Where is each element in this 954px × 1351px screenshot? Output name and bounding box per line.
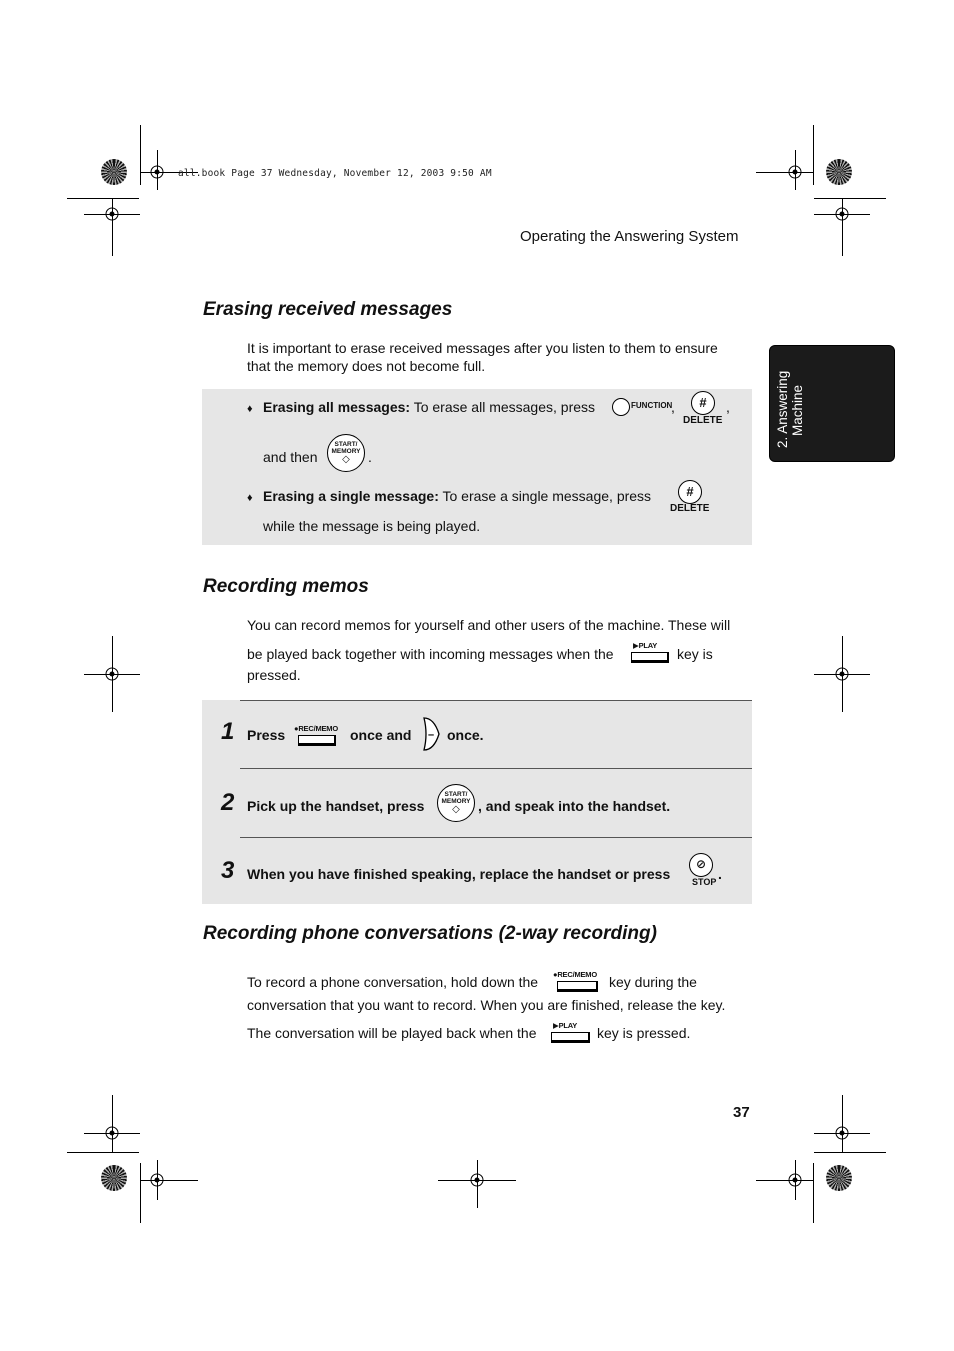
memos-intro-1: You can record memos for yourself and other users of the machine. These will <box>247 617 731 633</box>
function-key-label: FUNCTION <box>631 401 673 410</box>
bullet: ♦ <box>247 492 253 504</box>
section-title-memos: Recording memos <box>203 576 369 597</box>
period: . <box>718 866 722 882</box>
erasing-intro: It is important to erase received messages after you listen to them to ensure that the memory does not become full. <box>247 340 718 374</box>
step-number: 3 <box>221 857 235 884</box>
comma: , <box>726 399 730 415</box>
comma: , <box>671 399 675 415</box>
dash-key-icon <box>420 716 442 752</box>
step-2-text-b: , and speak into the handset. <box>478 798 671 814</box>
memos-intro-2b: key is <box>677 646 713 662</box>
start-symbol-icon: ◇ <box>452 804 460 815</box>
start-memory-key-icon: START/ MEMORY ◇ <box>327 434 365 472</box>
erasing-all-line: Erasing all messages: To erase all messages, press <box>263 399 596 415</box>
step-1-text-c: once. <box>447 727 484 743</box>
step-number: 1 <box>221 718 235 745</box>
erasing-single-line-2: while the message is being played. <box>263 518 481 534</box>
section-title-erasing: Erasing received messages <box>203 299 453 320</box>
step-2-text-a: Pick up the handset, press <box>247 798 425 814</box>
bullet: ♦ <box>247 403 253 415</box>
memos-intro-3: pressed. <box>247 667 301 683</box>
delete-key-icon: # <box>678 480 702 504</box>
divider <box>240 700 752 701</box>
page-number: 37 <box>733 1104 750 1121</box>
step-3-text-a: When you have finished speaking, replace the handset or press <box>247 866 671 882</box>
delete-key-label: DELETE <box>683 415 723 426</box>
conversations-line-3a: The conversation will be played back when the <box>247 1025 537 1041</box>
function-key-icon <box>612 398 630 416</box>
stop-key-icon: ⊘ <box>689 853 713 877</box>
step-1-text-b: once and <box>350 727 412 743</box>
conversations-line-3b: key is pressed. <box>597 1025 691 1041</box>
delete-key-icon: # <box>691 391 715 415</box>
conversations-line-2: conversation that you want to record. When you are finished, release the key. <box>247 997 726 1013</box>
start-symbol-icon: ◇ <box>342 454 350 465</box>
divider <box>240 768 752 769</box>
delete-key-label: DELETE <box>670 503 710 514</box>
start-memory-key-icon: START/ MEMORY ◇ <box>437 784 475 822</box>
erasing-single-line: Erasing a single message: To erase a single message, press <box>263 488 652 504</box>
divider <box>240 837 752 838</box>
file-info-line: all.book Page 37 Wednesday, November 12, 2003 9:50 AM <box>178 168 492 179</box>
conversations-line-1b: key during the <box>609 974 697 990</box>
conversations-line-1a: To record a phone conversation, hold down the <box>247 974 539 990</box>
chapter-tab-label: 2. Answering Machine <box>775 370 805 448</box>
stop-key-label: STOP <box>692 877 717 887</box>
section-title-conversations: Recording phone conversations (2-way recording) <box>203 923 657 944</box>
memos-intro-2a: be played back together with incoming messages when the <box>247 646 614 662</box>
running-header: Operating the Answering System <box>520 228 739 245</box>
and-then-text: and then <box>263 449 318 465</box>
step-number: 2 <box>221 789 235 816</box>
step-1-text-a: Press <box>247 727 286 743</box>
period: . <box>368 449 372 465</box>
dash-key-label: – <box>428 729 435 741</box>
